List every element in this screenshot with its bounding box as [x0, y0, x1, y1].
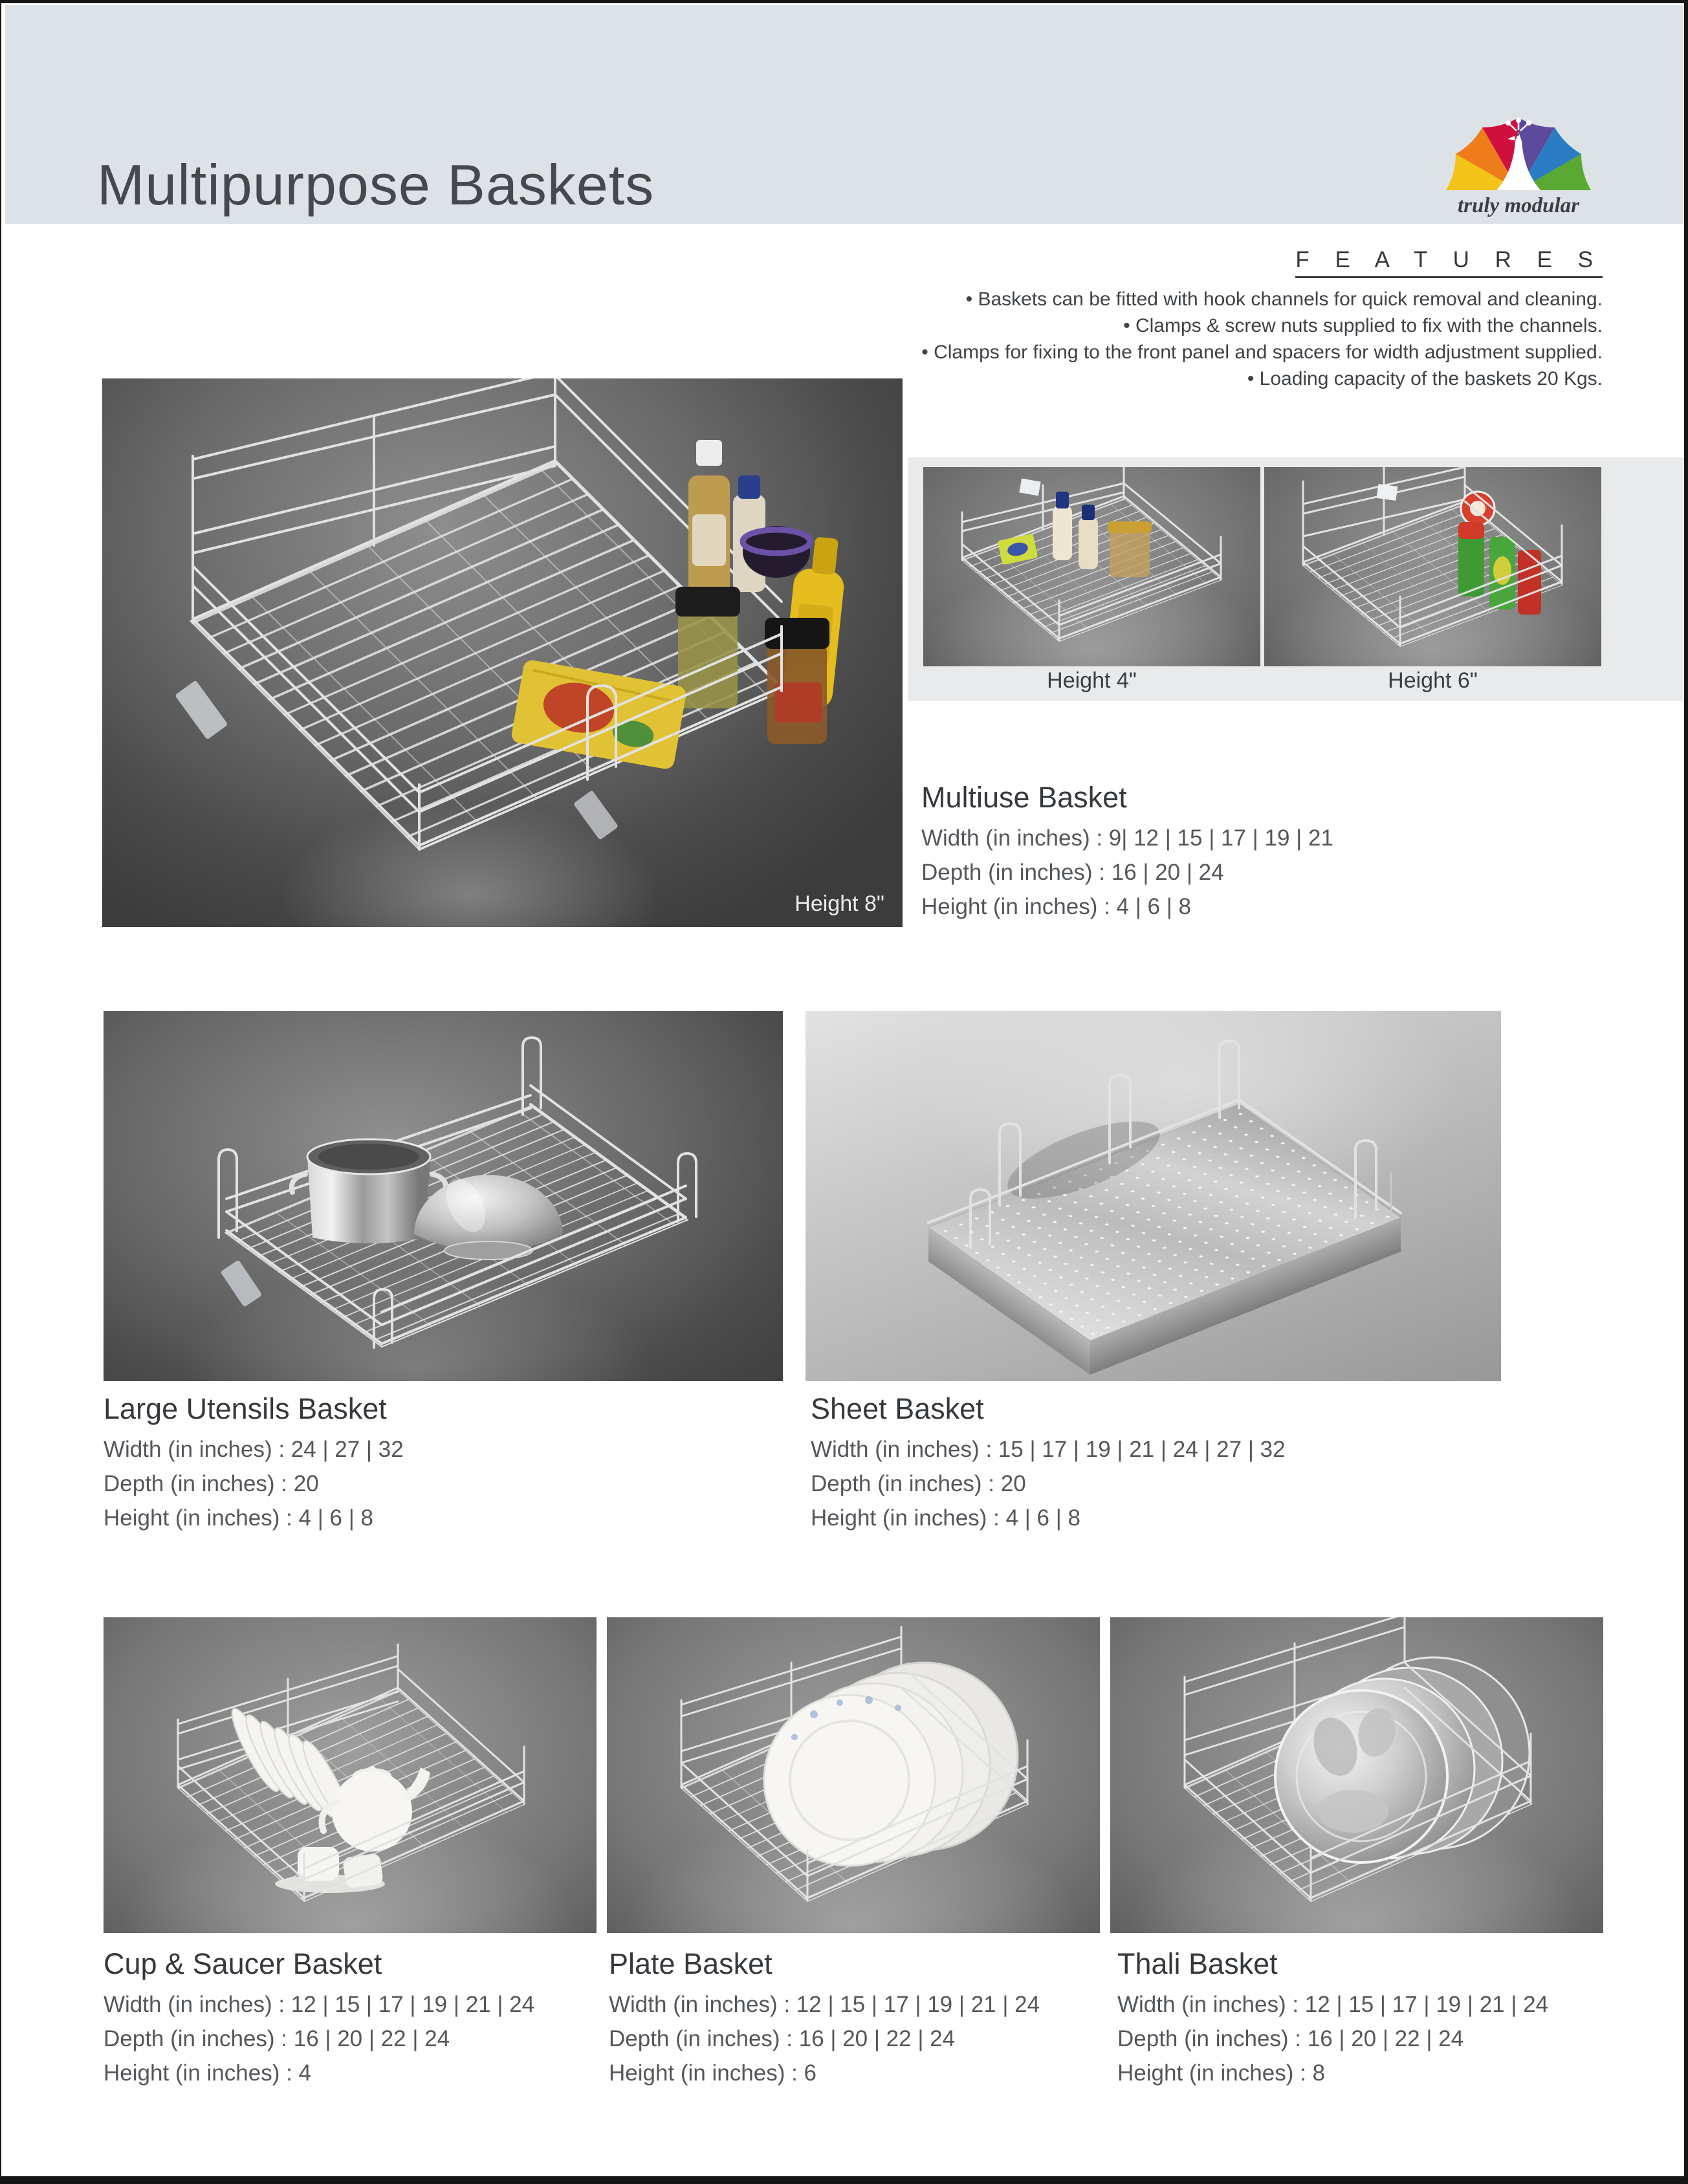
sheet-basket-photo: [806, 1011, 1501, 1381]
sheet-basket-specs: [811, 1391, 1286, 1535]
grocery-products-art: [510, 440, 849, 770]
page-border-left: [0, 0, 1, 2184]
width-spec: Width (in inches) : 9| 12 | 15 | 17 | 19 | 21: [921, 825, 1333, 851]
depth-spec: Depth (in inches) : 20: [104, 1471, 319, 1496]
width-spec: Width (in inches) : 12 | 15 | 17 | 19 | 21 | 24: [609, 1992, 1040, 2017]
depth-spec: Depth (in inches) : 16 | 20 | 22 | 24: [1117, 2026, 1464, 2051]
basket-wire-art: [102, 378, 903, 927]
feature-item: • Clamps for fixing to the front panel and spacers for width adjustment supplied.: [921, 342, 1603, 363]
page-border-top: [0, 0, 1688, 3]
basket-wire-art: [1264, 467, 1601, 666]
width-spec: Width (in inches) : 15 | 17 | 19 | 21 | 24 | 27 | 32: [811, 1437, 1286, 1462]
product-name: Multiuse Basket: [921, 781, 1127, 814]
feature-item: • Clamps & screw nuts supplied to fix with the channels.: [1123, 315, 1603, 336]
basket-wire-art: [607, 1617, 1100, 1933]
product-name: Cup & Saucer Basket: [104, 1947, 382, 1980]
basket-wire-art: [104, 1011, 783, 1381]
page-border-bottom: [0, 2176, 1688, 2184]
header-band: [5, 5, 1683, 224]
basket-wire-art: [1110, 1617, 1603, 1933]
cups-saucers-art: [225, 1704, 430, 1893]
page-title: Multipurpose Baskets: [97, 153, 655, 217]
height-6-label: Height 6": [1388, 668, 1478, 693]
height-4-variant-photo: [923, 467, 1260, 666]
cup-saucer-basket-photo: [104, 1617, 597, 1933]
cup-saucer-basket-specs: [104, 1946, 534, 2090]
basket-wire-art: [806, 1011, 1501, 1381]
product-name: Sheet Basket: [811, 1392, 984, 1425]
thali-basket-specs: [1117, 1946, 1548, 2090]
product-name: Large Utensils Basket: [104, 1392, 387, 1425]
feature-item: • Loading capacity of the baskets 20 Kgs.: [1247, 368, 1603, 389]
multiuse-basket-photo: [102, 378, 903, 927]
height-spec: Height (in inches) : 8: [1117, 2060, 1325, 2086]
product-name: Thali Basket: [1117, 1947, 1278, 1980]
height-6-variant-photo: [1264, 467, 1601, 666]
depth-spec: Depth (in inches) : 16 | 20 | 22 | 24: [609, 2026, 956, 2051]
features-section: [921, 247, 1603, 392]
steel-utensils-art: [292, 1139, 563, 1260]
height-spec: Height (in inches) : 4 | 6 | 8: [104, 1505, 373, 1531]
product-name: Plate Basket: [609, 1947, 773, 1980]
multiuse-basket-specs: [921, 780, 1333, 924]
height-spec: Height (in inches) : 4 | 6 | 8: [811, 1505, 1080, 1531]
height-spec: Height (in inches) : 4 | 6 | 8: [921, 894, 1191, 919]
thali-basket-photo: [1110, 1617, 1603, 1933]
plates-art: [764, 1663, 1018, 1866]
height-8-label: Height 8": [795, 891, 884, 916]
height-spec: Height (in inches) : 4: [104, 2060, 311, 2086]
basket-wire-art: [104, 1617, 597, 1933]
page-border-right: [1684, 0, 1688, 2184]
width-spec: Width (in inches) : 12 | 15 | 17 | 19 | 21 | 24: [1117, 1992, 1549, 2017]
height-4-label: Height 4": [1047, 668, 1137, 693]
basket-wire-art: [923, 467, 1260, 666]
plate-basket-specs: [609, 1946, 1040, 2090]
peacock-fan-icon: [1442, 114, 1595, 190]
width-spec: Width (in inches) : 24 | 27 | 32: [104, 1437, 404, 1462]
height-spec: Height (in inches) : 6: [609, 2060, 817, 2086]
depth-spec: Depth (in inches) : 16 | 20 | 22 | 24: [104, 2026, 450, 2051]
features-heading: F E A T U R E S: [1295, 247, 1603, 278]
height-variants-band: [908, 457, 1683, 701]
logo-tagline: truly modular: [1458, 194, 1579, 217]
depth-spec: Depth (in inches) : 16 | 20 | 24: [921, 860, 1224, 885]
large-utensils-basket-photo: [104, 1011, 783, 1381]
large-utensils-basket-specs: [104, 1391, 404, 1535]
plate-basket-photo: [607, 1617, 1100, 1933]
depth-spec: Depth (in inches) : 20: [811, 1471, 1026, 1496]
brand-logo: [1421, 114, 1616, 218]
feature-item: • Baskets can be fitted with hook channels for quick removal and cleaning.: [965, 289, 1603, 310]
width-spec: Width (in inches) : 12 | 15 | 17 | 19 | 21 | 24: [104, 1992, 535, 2017]
